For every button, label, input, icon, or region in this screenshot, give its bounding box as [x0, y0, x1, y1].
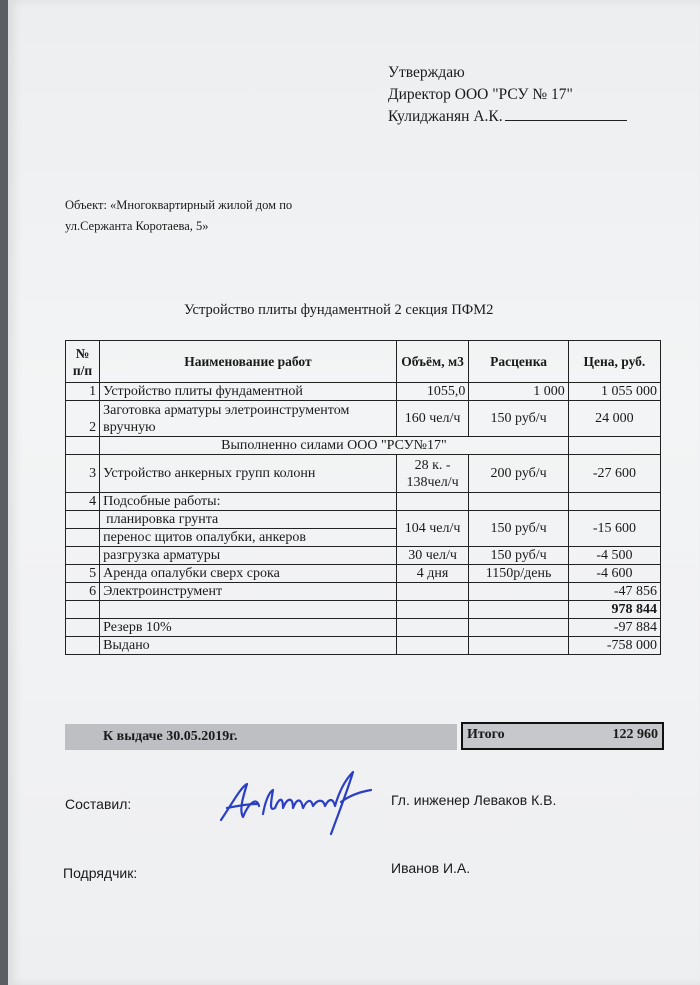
table-row	[66, 401, 661, 437]
table-row	[66, 601, 661, 619]
row-num	[66, 511, 100, 529]
row-volume: 4 дня	[396, 565, 469, 583]
row-price: 24 000	[568, 401, 660, 437]
approval-block	[388, 62, 627, 128]
row-note: Выполненно силами ООО "РСУ№17"	[100, 437, 569, 455]
row-rate: 150 руб/ч	[469, 511, 568, 547]
row-name: Подсобные работы:	[100, 493, 397, 511]
row-price: 1 055 000	[568, 383, 660, 401]
object-line-2: ул.Сержанта Коротаева, 5»	[65, 219, 209, 233]
handwritten-signature	[213, 762, 383, 842]
row-rate: 200 руб/ч	[469, 455, 568, 493]
row-name: Резерв 10%	[100, 619, 397, 637]
row-volume: 30 чел/ч	[396, 547, 469, 565]
row-subtotal: 978 844	[568, 601, 660, 619]
row-price: -15 600	[568, 511, 660, 547]
table-row	[66, 493, 661, 511]
row-name: Электроинструмент	[100, 583, 397, 601]
header-rate: Расценка	[469, 341, 568, 383]
table-row	[66, 619, 661, 637]
row-rate	[469, 637, 568, 655]
table-row	[66, 383, 661, 401]
row-name: планировка грунта	[100, 511, 397, 529]
row-num: 6	[66, 583, 100, 601]
row-volume	[396, 619, 469, 637]
row-num	[66, 637, 100, 655]
object-line-1: Объект: «Многоквартирный жилой дом по	[65, 198, 293, 212]
table-row	[66, 583, 661, 601]
row-num: 1	[66, 383, 100, 401]
row-volume	[396, 493, 469, 511]
row-price	[568, 493, 660, 511]
row-rate	[469, 583, 568, 601]
row-name: перенос щитов опалубки, анкеров	[100, 529, 397, 547]
table-header-row	[66, 341, 661, 383]
row-num	[66, 437, 100, 455]
row-num: 3	[66, 455, 100, 493]
total-value: 122 960	[612, 727, 658, 742]
total-label: Итого	[467, 727, 505, 742]
row-name: Заготовка арматуры элетроинструментом вручную	[100, 401, 397, 437]
approval-title: Утверждаю	[388, 64, 465, 81]
row-num	[66, 547, 100, 565]
approval-position: Директор ООО "РСУ № 17"	[388, 86, 573, 103]
approval-signature-line	[505, 106, 627, 121]
row-price: -758 000	[568, 637, 660, 655]
row-rate: 150 руб/ч	[469, 547, 568, 565]
approval-name-line	[388, 106, 627, 128]
row-name: разгрузка арматуры	[100, 547, 397, 565]
row-volume: 28 к. - 138чел/ч	[396, 455, 469, 493]
row-name: Устройство плиты фундаментной	[100, 383, 397, 401]
row-name: Устройство анкерных групп колонн	[100, 455, 397, 493]
header-price: Цена, руб.	[568, 341, 660, 383]
row-price: -27 600	[568, 455, 660, 493]
row-num	[66, 601, 100, 619]
header-name: Наименование работ	[100, 341, 397, 383]
header-num: № п/п	[66, 341, 100, 383]
table-row	[66, 511, 661, 529]
row-name: Аренда опалубки сверх срока	[100, 565, 397, 583]
document-title: Устройство плиты фундаментной 2 секция ПФМ2	[184, 302, 494, 318]
chief-engineer: Гл. инженер Леваков К.В.	[391, 792, 557, 808]
table-row	[66, 547, 661, 565]
row-num: 5	[66, 565, 100, 583]
header-volume: Объём, м3	[396, 341, 469, 383]
row-num	[66, 529, 100, 547]
approval-name: Кулиджанян А.К.	[388, 108, 503, 125]
row-volume: 160 чел/ч	[396, 401, 469, 437]
issue-label: К выдаче 30.05.2019г.	[103, 729, 238, 744]
row-rate	[469, 493, 568, 511]
row-name	[100, 601, 397, 619]
compiled-label: Составил:	[65, 796, 132, 812]
table-row	[66, 455, 661, 493]
row-volume	[396, 637, 469, 655]
object-block	[65, 195, 292, 237]
contractor-name: Иванов И.А.	[391, 860, 471, 876]
row-volume: 1055,0	[396, 383, 469, 401]
row-num: 2	[66, 401, 100, 437]
row-volume: 104 чел/ч	[396, 511, 469, 547]
row-price: -4 500	[568, 547, 660, 565]
row-volume	[396, 601, 469, 619]
row-price: -4 600	[568, 565, 660, 583]
row-rate: 1150р/день	[469, 565, 568, 583]
row-rate	[469, 619, 568, 637]
row-num: 4	[66, 493, 100, 511]
document-page	[8, 0, 700, 985]
table-row	[66, 437, 661, 455]
table-row	[66, 565, 661, 583]
row-price	[568, 437, 660, 455]
contractor-label: Подрядчик:	[63, 865, 138, 881]
row-rate: 150 руб/ч	[469, 401, 568, 437]
row-name: Выдано	[100, 637, 397, 655]
works-table	[65, 340, 661, 655]
table-row	[66, 637, 661, 655]
row-rate	[469, 601, 568, 619]
row-rate: 1 000	[469, 383, 568, 401]
total-box	[461, 722, 664, 750]
row-price: -47 856	[568, 583, 660, 601]
issue-bar	[65, 724, 457, 750]
row-num	[66, 619, 100, 637]
row-volume	[396, 583, 469, 601]
row-price: -97 884	[568, 619, 660, 637]
